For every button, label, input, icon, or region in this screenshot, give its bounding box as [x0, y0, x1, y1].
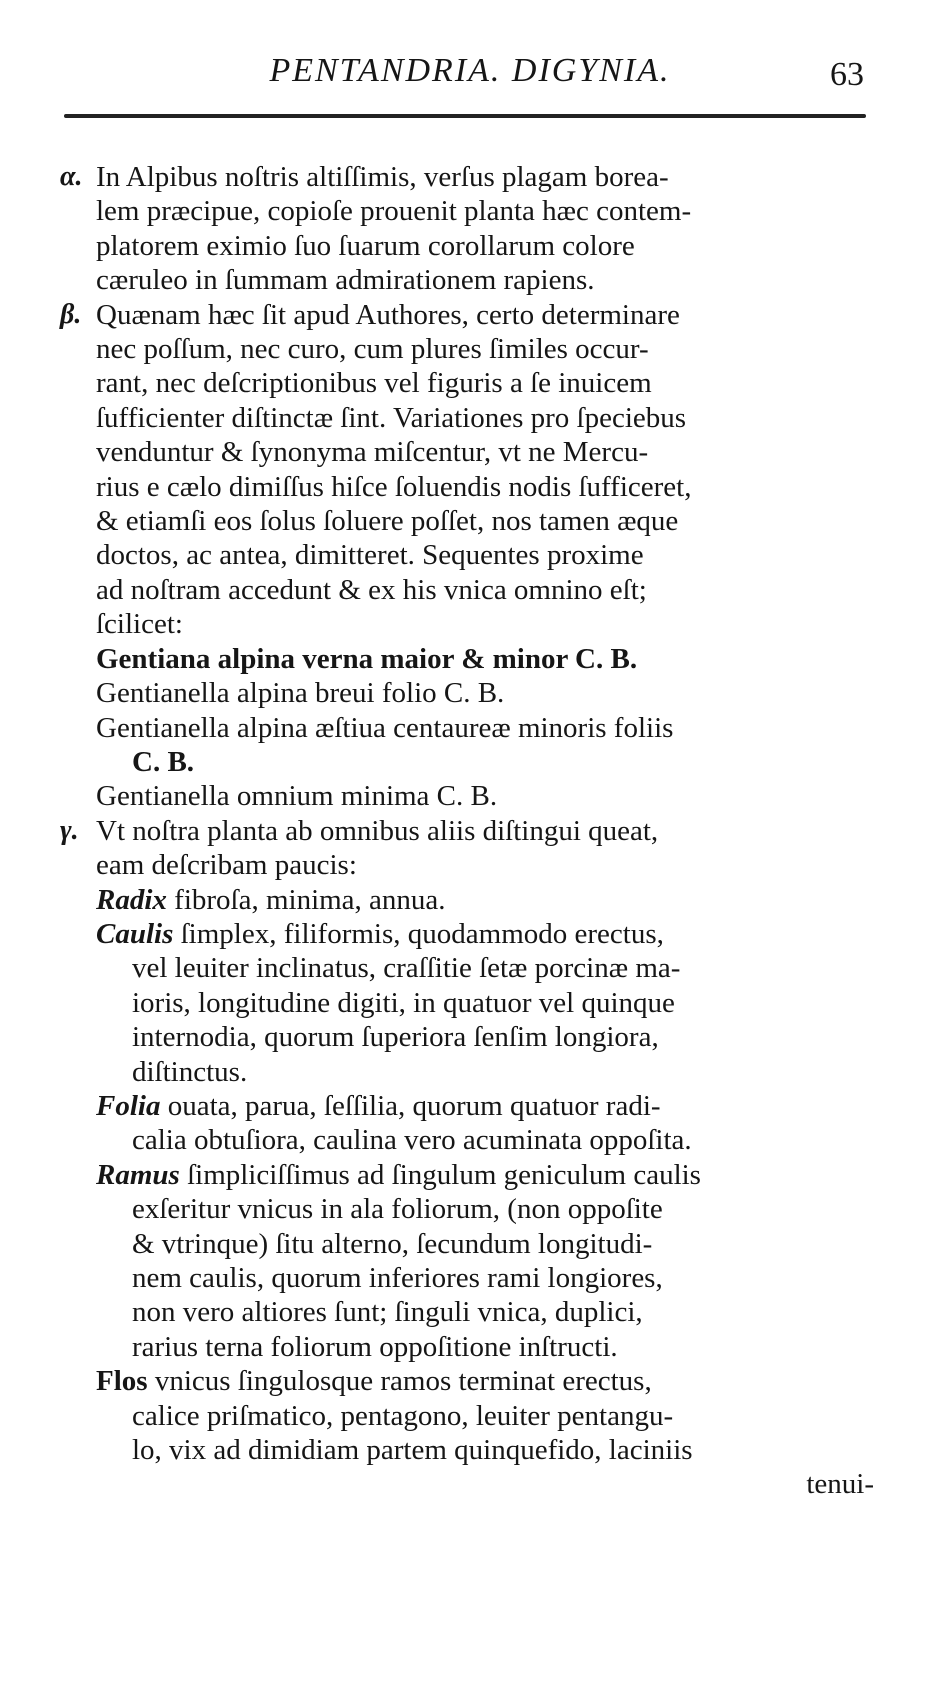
- running-title: PENTANDRIA. DIGYNIA.: [269, 52, 671, 89]
- description-line: vel leuiter inclinatus, craſſitie ſetæ porcinæ ma-: [132, 952, 681, 985]
- description-line: lo, vix ad dimidiam partem quinquefido, laciniis: [132, 1434, 693, 1467]
- description-flos: [60, 1364, 880, 1467]
- description-caulis: [60, 917, 880, 1089]
- description-line: internodia, quorum ſuperiora ſenſim longiora,: [132, 1021, 659, 1054]
- description-line: ioris, longitudine digiti, in quatuor vel quinque: [132, 986, 675, 1019]
- description-line: rarius terna foliorum oppoſitione inſtructi.: [132, 1330, 618, 1363]
- text-line: rant, nec deſcriptionibus vel figuris a ſe inuicem: [96, 367, 652, 400]
- description-text: ſimpliciſſimus ad ſingulum geniculum caulis: [179, 1158, 701, 1191]
- text-line: platorem eximio ſuo ſuarum corollarum colore: [96, 229, 635, 262]
- text-line: Quænam hæc ſit apud Authores, certo determinare: [96, 298, 680, 331]
- term-ramus: Ramus: [96, 1158, 180, 1191]
- synonym-item: Gentianella alpina breui folio C. B.: [96, 677, 505, 710]
- term-flos: Flos: [96, 1365, 148, 1398]
- term-folia: Folia: [96, 1089, 161, 1122]
- term-caulis: Caulis: [96, 917, 174, 950]
- text-line: nec poſſum, nec curo, cum plures ſimiles occur-: [96, 333, 649, 366]
- description-line: calice priſmatico, pentagono, leuiter pentangu-: [132, 1399, 674, 1432]
- synonym-list: [60, 642, 880, 814]
- synonym-item: Gentianella omnium minima C. B.: [96, 780, 498, 813]
- text-line: In Alpibus noſtris altiſſimis, verſus plagam borea-: [96, 161, 669, 193]
- section-marker-alpha: α.: [60, 161, 83, 192]
- text-line: ſufficienter diſtinctæ ſint. Variationes pro ſpeciebus: [96, 401, 687, 434]
- text-line: eam deſcribam paucis:: [96, 849, 357, 882]
- header-rule: [64, 114, 866, 118]
- description-folia: [60, 1089, 880, 1158]
- description-text: ſimplex, filiformis, quodammodo erectus,: [173, 917, 664, 950]
- text-line: rius e cælo dimiſſus hiſce ſoluendis nodis ſufficeret,: [96, 470, 692, 503]
- description-line: exſeritur vnicus in ala foliorum, (non oppoſite: [132, 1193, 663, 1226]
- description-text: vnicus ſingulosque ramos terminat erectus,: [147, 1365, 652, 1398]
- description-ramus: [60, 1158, 880, 1364]
- text-line: & etiamſi eos ſolus ſoluere poſſet, nos tamen æque: [96, 505, 679, 538]
- description-line: nem caulis, quorum inferiores rami longiores,: [132, 1262, 663, 1294]
- term-radix: Radix: [96, 883, 167, 916]
- synonym-item: Gentiana alpina verna maior & minor C. B.: [96, 642, 638, 675]
- description-line: calia obtuſiora, caulina vero acuminata oppoſita.: [132, 1124, 692, 1157]
- text-line: Vt noſtra planta ab omnibus aliis diſtingui queat,: [96, 814, 659, 847]
- text-line: lem præcipue, copioſe prouenit planta hæc contem-: [96, 195, 692, 228]
- description-text: fibroſa, minima, annua.: [166, 883, 446, 916]
- text-line: cæruleo in ſummam admirationem rapiens.: [96, 264, 595, 297]
- text-line: doctos, ac antea, dimitteret. Sequentes proxime: [96, 539, 644, 572]
- description-radix: [60, 883, 880, 917]
- section-beta: [60, 298, 880, 642]
- description-line: non vero altiores ſunt; ſinguli vnica, duplici,: [132, 1296, 643, 1329]
- description-text: ouata, parua, ſeſſilia, quorum quatuor radi-: [160, 1089, 661, 1122]
- catchword: tenui-: [806, 1468, 874, 1501]
- section-marker-beta: β.: [60, 298, 82, 330]
- page-header: [60, 50, 872, 106]
- text-line: venduntur & ſynonyma miſcentur, vt ne Mercu-: [96, 436, 649, 469]
- text-line: ſcilicet:: [96, 608, 183, 641]
- description-line: & vtrinque) ſitu alterno, ſecundum longitudi-: [132, 1227, 653, 1260]
- body-text: [60, 160, 880, 1502]
- description-line: diſtinctus.: [132, 1055, 248, 1088]
- section-marker-gamma: γ.: [60, 814, 79, 846]
- page-number: 63: [830, 56, 864, 93]
- synonym-item: Gentianella alpina æſtiua centaureæ minoris foliis: [96, 711, 674, 744]
- section-alpha: [60, 160, 880, 298]
- text-line: ad noſtram accedunt & ex his vnica omnino eſt;: [96, 573, 647, 606]
- section-gamma: [60, 814, 880, 883]
- synonym-item-continuation: C. B.: [132, 745, 195, 778]
